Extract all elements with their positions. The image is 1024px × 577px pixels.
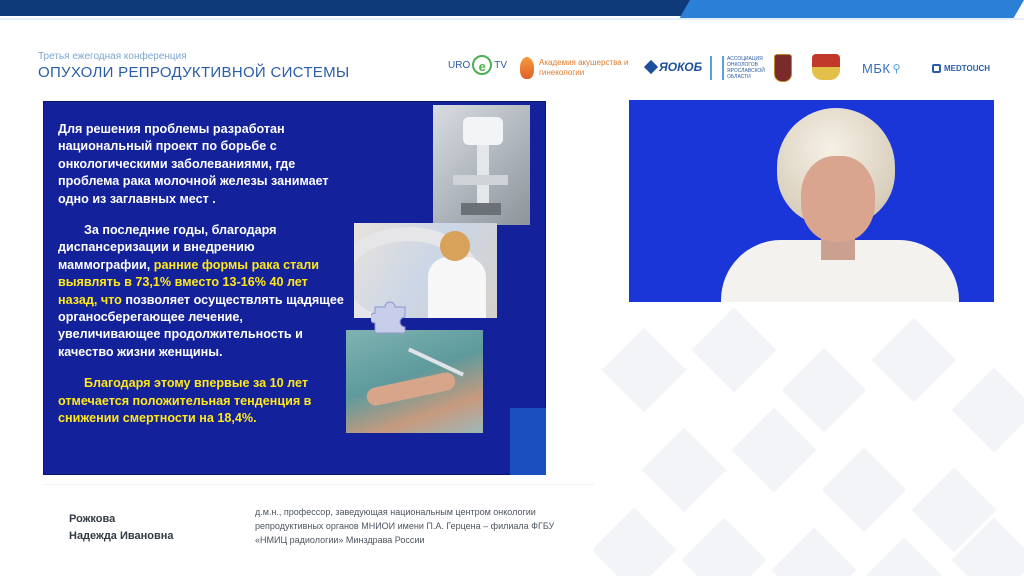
- slide-paragraph-2: [58, 222, 348, 361]
- conference-subtitle: Третья ежегодная конференция: [38, 51, 187, 62]
- slide-paragraph-2-start: За последние годы, благодаря диспансеризации и внедрению маммографии,: [58, 223, 277, 272]
- slide-paragraph-1: Для решения проблемы разработан национальный проект по борьбе с онкологическими заболеваниями, где проблема рака молочной железы занимает одно из заглавных мест .: [58, 122, 329, 206]
- mbk-logo: [862, 61, 901, 76]
- mbk-molecule-icon: ⚲: [892, 63, 901, 75]
- association-logo: [710, 56, 765, 80]
- urotv-logo: [448, 55, 507, 75]
- coat-of-arms-icon: [774, 54, 792, 82]
- academy-icon: [520, 57, 534, 79]
- yakob-icon: [644, 60, 658, 74]
- mbk-logo-text: МБК: [862, 61, 891, 76]
- yakob-logo: [646, 60, 702, 74]
- urotv-logo-right: TV: [494, 59, 508, 71]
- slide-paragraph-3: Благодаря этому впервые за 10 лет отмечается положительная тенденция в снижении смертности на 18,4%.: [58, 376, 312, 426]
- top-banner-divider: [0, 18, 1024, 20]
- background-diamond-pattern: [574, 300, 1024, 576]
- urotv-logo-left: URO: [448, 59, 471, 71]
- presentation-slide: [43, 101, 546, 475]
- medtouch-icon: [932, 64, 941, 73]
- surgery-image: [346, 330, 483, 433]
- top-banner: [0, 0, 1024, 22]
- puzzle-piece-icon: [371, 299, 411, 335]
- slide-highlight-connector: что: [100, 292, 122, 307]
- speaker-bio: д.м.н., профессор, заведующая национальным центром онкологии репродуктивных органов МНИОИ имени П.А. Герцена – филиала ФГБУ «НМИЦ радиологии» Минздрава России: [255, 507, 555, 545]
- association-logo-text: АССОЦИАЦИЯ ОНКОЛОГОВ ЯРОСЛАВСКОЙ ОБЛАСТИ: [727, 56, 765, 80]
- medtouch-logo: [932, 64, 990, 73]
- yakob-logo-text: ЯОКОБ: [659, 60, 703, 74]
- speaker-face: [801, 156, 875, 242]
- urotv-logo-e: e: [472, 55, 492, 75]
- speaker-video-tile: [629, 100, 994, 302]
- academy-logo: [520, 57, 638, 79]
- slide-highlight-early-detection: ранние формы рака стали выявлять в 73,1% вместо 13-16% 40 лет назад,: [58, 257, 319, 307]
- top-banner-light-stripe: [680, 0, 1024, 18]
- speaker-name-plate: [43, 484, 594, 577]
- slide-text: [58, 121, 348, 442]
- speaker-name: [69, 511, 229, 545]
- dna-icon: [710, 56, 724, 80]
- speaker-given-names: Надежда Ивановна: [69, 530, 174, 542]
- slide-corner-accent: [510, 408, 546, 475]
- medtouch-logo-text: MEDTOUCH: [944, 64, 991, 73]
- partner-logos: [448, 50, 1024, 90]
- slide-paragraph-2-end: позволяет осуществлять щадящее органосберегающее лечение, увеличивающее продолжительность и качество жизни женщины.: [58, 292, 344, 359]
- mammography-machine-image: [433, 105, 530, 225]
- speaker-surname: Рожкова: [69, 513, 116, 525]
- conference-title: ОПУХОЛИ РЕПРОДУКТИВНОЙ СИСТЕМЫ: [38, 64, 350, 81]
- academy-logo-text: Академия акушерства и гинекологии: [539, 58, 629, 77]
- top-banner-dark-stripe: [0, 0, 715, 16]
- regional-emblem-icon: [812, 54, 840, 80]
